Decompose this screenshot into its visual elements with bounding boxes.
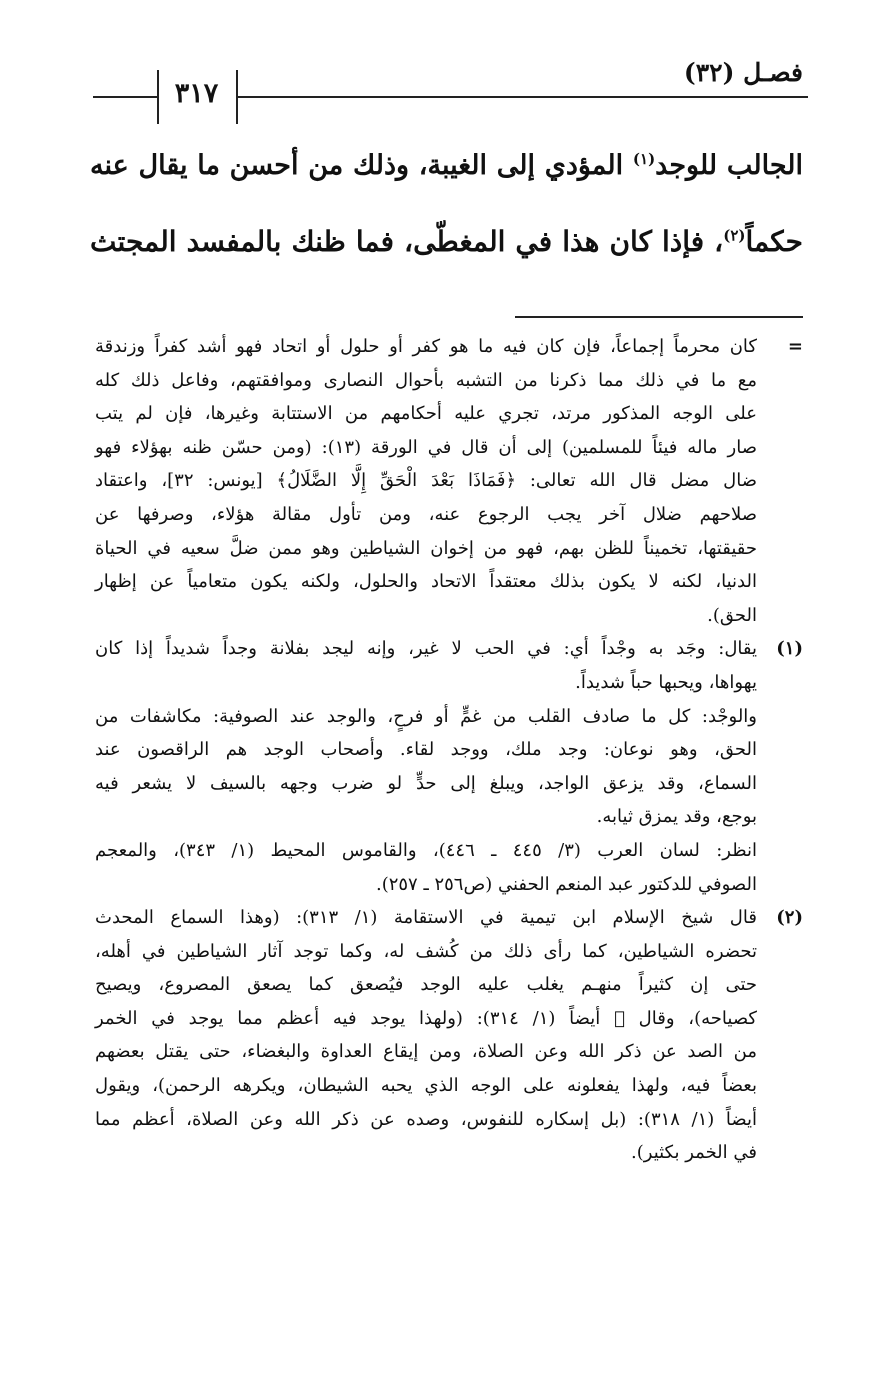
footnote-line: بوجع، وقد يمزق ثيابه. [596,806,757,828]
footnote-1-references [95,834,803,901]
main-text-line [90,136,803,212]
footnote-marker: (١) [776,638,803,660]
footnote-line: مع ما في ذلك مما ذكرنا من التشبه بأحوال النصارى وموافقتهم، وفاعل ذلك كله [95,369,757,391]
header-rule-right [238,96,808,98]
footnote-line: السماع، وقد يزعق الواجد، ويبلغ إلى حدٍّ لو ضرب وجهه بالسيف لا يشعر فيه [95,772,757,794]
footnote-line: قال شيخ الإسلام ابن تيمية في الاستقامة (١/ ٣١٣): (وهذا السماع المحدث [95,907,757,929]
footnote-line: الحق، وهو نوعان: وجد ملك، ووجد لقاء. وأصحاب الوجد هم الراقصون عند [95,739,757,761]
footnote-line: بعضاً فيه، ولهذا يفعلونه على الوجه الذي يحبه الشيطان، ويكرهه الرحمن)، ويقول [95,1075,757,1097]
footnote-line: على الوجه المذكور مرتد، تجري عليه أحكامهم من الاستتابة وغيرها، فإن لم يتب [95,403,757,425]
footnote-line: والوجْد: كل ما صادف القلب من غمٍّ أو فرحٍ، والوجد عند الصوفية: مكاشفات من [95,705,757,727]
footnote-marker: = [787,336,803,357]
footnote-line: كصياحه)، وقال ﷬ أيضاً (١/ ٣١٤): (ولهذا يوجد فيه أعظم مما يوجد في الخمر [95,1007,757,1029]
chapter-title: فصـل (٣٢) [683,58,803,87]
footnote-line: في الخمر بكثير). [631,1142,757,1164]
header-rule-left [93,96,157,98]
main-text-segment: المؤدي إلى الغيبة، وذلك من أحسن ما يقال عنه [90,150,633,181]
footnote-line: الدنيا، لكنه لا يكون بذلك معتقداً الاتحاد والحلول، ولكنه يكون متعامياً عن إظهار [95,571,757,593]
footnote-line: انظر: لسان العرب (٣/ ٤٤٥ ـ ٤٤٦)، والقاموس المحيط (١/ ٣٤٣)، والمعجم [95,839,757,861]
page-number: ٣١٧ [174,78,219,109]
main-text-segment: ، فإذا كان هذا في المغطّى، فما ظنك بالمفسد المجتث [90,225,724,258]
footnote-1-paragraph [95,700,803,834]
footnote-line: صار ماله فيئاً للمسلمين) إلى أن قال في الورقة (١٣): (ومن حسّن ظنه بهؤلاء فهو [95,436,757,458]
footnote-line: أيضاً (١/ ٣١٨): (بل إسكاره للنفوس، وصده عن ذكر الله وعن الصلاة، أعظم مما [95,1108,757,1130]
footnote-continuation [95,330,803,632]
footnote-line: حقيقتها، تخميناً للظن بهم، فهو من إخوان الشياطين وهو ممن ضلَّ سعيه في الحياة [95,537,757,559]
footnote-line: يهواها، ويحبها حباً شديداً. [575,671,757,693]
footnote-2 [95,901,803,1170]
footnotes [95,330,803,1170]
footnote-ref-1[interactable]: (١) [632,150,656,168]
footnote-line: كان محرماً إجماعاً، فإن كان فيه ما هو كفر أو حلول أو اتحاد فهو أشد كفراً وزندقة [95,336,757,357]
footnote-line: حتى إن كثيراً منهـم يغلب عليه الوجد فيُصعق كما يصعق المصروع، ويصيح [95,974,757,996]
footnote-line: الحق). [707,604,757,626]
main-text-line [90,212,803,288]
footnote-line: تحضره الشياطين، كما رأى ذلك من كُشف له، وكما توجد آثار الشياطين في أهله، [95,940,757,962]
footnote-1 [95,632,803,699]
footnote-line: الصوفي للدكتور عبد المنعم الحفني (ص٢٥٦ ـ ٢٥٧). [375,873,757,895]
footnote-marker: (٢) [776,907,803,929]
footnote-ref-2[interactable]: (٢) [723,226,746,245]
footnote-line: يقال: وجَد به وجْداً أي: في الحب لا غير، وإنه ليجد بفلانة وجداً شديداً إذا كان [95,638,757,660]
main-text [90,136,803,288]
footnote-separator [515,316,803,318]
footnote-line: من الصد عن ذكر الله وعن الصلاة، ومن إيقاع العداوة والبغضاء، حتى يقتل بعضهم [95,1041,757,1063]
footnote-line: ضال مضل قال الله تعالى: ﴿فَمَاذَا بَعْدَ الْحَقِّ إِلَّا الضَّلَالُ﴾ [يونس: ٣٢]، واعتقاد [95,470,757,492]
main-text-segment: الجالب للوجد [655,150,804,181]
main-text-segment: حكماً [745,225,803,258]
footnote-line: صلاحهم ضلال آخر يجب الرجوع عنه، ومن تأول مقالة هؤلاء، وصرفها عن [95,503,757,525]
